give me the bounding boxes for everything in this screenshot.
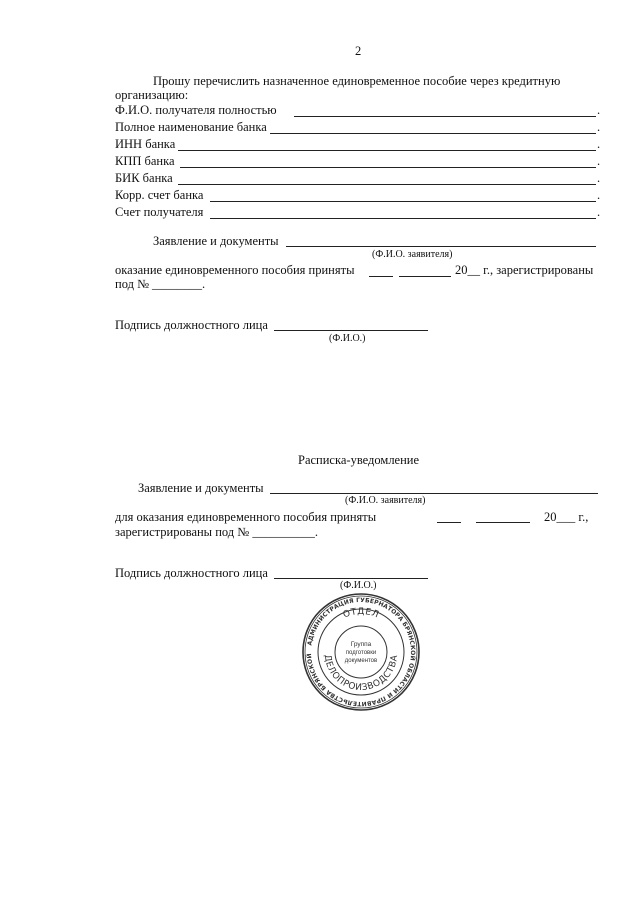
official-stamp — [301, 592, 421, 712]
applicant-caption: (Ф.И.О. заявителя) — [372, 249, 453, 260]
receipt-signature-caption: (Ф.И.О.) — [340, 580, 377, 591]
document-page: 2 Прошу перечислить назначенное единовременное пособие через кредитную организацию: Ф.И.О. получателя полностью . Полное наименование банка . ИНН банка . КПП банка . БИК банка . Корр. счет банка . Счет получателя . Заявление и документы (Ф.И.О. заявителя) оказание единовременного пособия приняты 20__ г., зарегистрированы под № ________. Подпись должностного лица (Ф.И.О.) Расписка-уведомление Заявление и документы (Ф.И.О. заявителя) для оказания единовременного пособия приняты 20___ г., зарегистрированы под № __________. Подпись должностного лица (Ф.И.О.) АДМИНИСТРАЦИЯ ГУБЕРНАТОРА БРЯНСКОЙ ОБЛАСТИ И ПРАВИТЕЛЬСТВА БРЯНСКОЙ ОТДЕЛ ДЕЛОПРОИЗВОДСТВА Группа подготовки документов — [0, 0, 640, 905]
field-line-recipient-name[interactable] — [294, 116, 596, 117]
field-line-bank-name[interactable] — [270, 133, 596, 134]
field-label-corr-account: Корр. счет банка — [115, 188, 204, 202]
page-number: 2 — [355, 44, 362, 58]
intro-line-2: организацию: — [115, 88, 189, 102]
receipt-applicant-line[interactable] — [270, 493, 598, 494]
signature-line[interactable] — [274, 330, 428, 331]
receipt-day-line[interactable] — [437, 522, 461, 523]
field-line-bik[interactable] — [178, 184, 596, 185]
accepted-day-line[interactable] — [369, 276, 393, 277]
stamp-center-line2: подготовки — [345, 650, 377, 656]
field-line-recipient-account[interactable] — [210, 218, 596, 219]
stamp-graphic — [301, 592, 421, 712]
stamp-center-line1: Группа — [350, 641, 372, 648]
intro-line-1 — [153, 74, 601, 89]
receipt-month-line[interactable] — [476, 522, 530, 523]
stamp-outer-text: АДМИНИСТРАЦИЯ ГУБЕРНАТОРА БРЯНСКОЙ ОБЛАСТИ И ПРАВИТЕЛЬСТВА БРЯНСКОЙ — [305, 596, 417, 708]
field-label-bik: БИК банка — [115, 171, 173, 185]
field-label-kpp: КПП банка — [115, 154, 175, 168]
field-line-inn[interactable] — [178, 150, 596, 151]
receipt-title: Расписка-уведомление — [298, 453, 420, 467]
field-label-recipient-account: Счет получателя — [115, 205, 204, 219]
field-label-bank-name: Полное наименование банка — [115, 120, 267, 134]
field-line-corr-account[interactable] — [210, 201, 596, 202]
receipt-signature-label: Подпись должностного лица — [115, 566, 268, 580]
field-label-inn: ИНН банка — [115, 137, 176, 151]
registered-number-blank[interactable]: ________. — [152, 277, 206, 291]
receipt-year-text: 20___ г., — [544, 510, 589, 524]
accepted-month-line[interactable] — [399, 276, 451, 277]
accepted-year-text: 20__ г., зарегистрированы — [455, 263, 594, 277]
field-label-recipient-name: Ф.И.О. получателя полностью — [115, 103, 277, 117]
svg-text:ОТДЕЛ: ОТДЕЛ — [341, 606, 381, 621]
receipt-accepted-text: для оказания единовременного пособия приняты — [115, 510, 377, 524]
svg-text:ДЕЛОПРОИЗВОДСТВА: ДЕЛОПРОИЗВОДСТВА — [321, 654, 401, 694]
stamp-center-line3: документов — [344, 658, 378, 664]
field-line-kpp[interactable] — [180, 167, 596, 168]
receipt-applicant-caption: (Ф.И.О. заявителя) — [345, 495, 426, 506]
receipt-signature-line[interactable] — [274, 578, 428, 579]
receipt-registered-text: зарегистрированы под № __________. — [115, 525, 318, 539]
registered-prefix: под № — [115, 277, 149, 291]
receipt-statement-label: Заявление и документы — [138, 481, 264, 495]
signature-caption: (Ф.И.О.) — [329, 333, 366, 344]
accepted-text: оказание единовременного пособия приняты — [115, 263, 355, 277]
statement-label: Заявление и документы — [153, 234, 279, 248]
intro-text: Прошу перечислить назначенное единовременное пособие через кредитную — [153, 74, 561, 88]
signature-label: Подпись должностного лица — [115, 318, 268, 332]
applicant-name-line[interactable] — [286, 246, 596, 247]
